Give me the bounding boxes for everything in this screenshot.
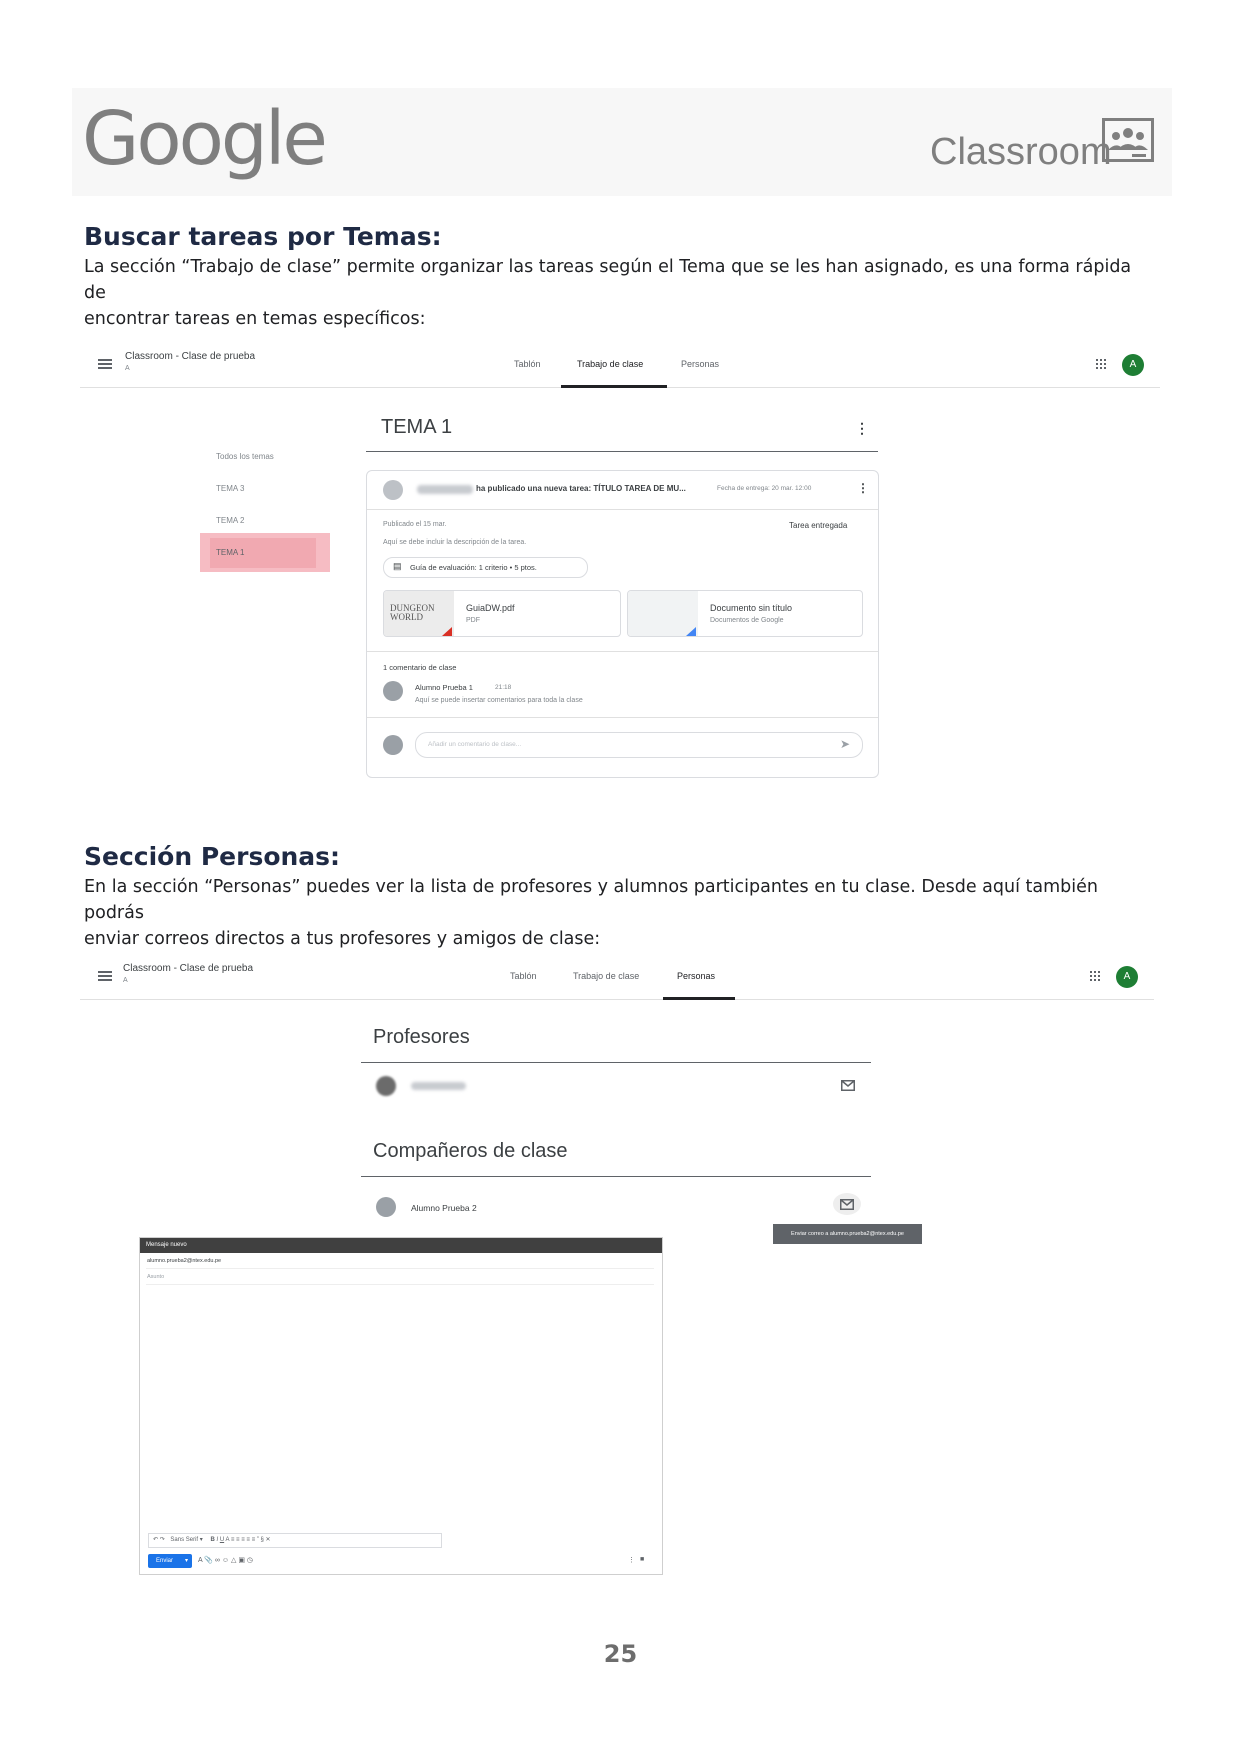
rubric-label: Guía de evaluación: 1 criterio • 5 ptos. xyxy=(410,563,537,572)
pdf-thumbnail xyxy=(384,591,454,636)
confidential-icon[interactable]: ◷ xyxy=(246,1557,254,1564)
tab-tablon[interactable]: Tablón xyxy=(514,359,541,369)
card-divider xyxy=(367,509,878,510)
drive-icon[interactable]: △ xyxy=(230,1557,237,1564)
send-options-icon[interactable]: ▾ xyxy=(184,1558,188,1564)
post-action[interactable]: ha publicado una nueva tarea: TÍTULO TAREA DE MU... xyxy=(476,484,686,493)
class-title: Classroom - Clase de prueba xyxy=(125,351,256,362)
section2-paragraph-line1: En la sección “Personas” puedes ver la lista de profesores y alumnos participantes en tu clase. Desde aquí también podrás xyxy=(84,877,1098,923)
comment-author: Alumno Prueba 1 xyxy=(415,683,473,692)
topic-title: TEMA 1 xyxy=(381,416,453,438)
teachers-divider xyxy=(361,1062,871,1063)
bold-icon[interactable]: B xyxy=(210,1537,215,1543)
active-tab-indicator xyxy=(561,385,667,388)
section1-paragraph-line1: La sección “Trabajo de clase” permite organizar las tareas según el Tema que se les han asignado, es una forma rápida de xyxy=(84,257,1132,303)
rubric-icon: ▤ xyxy=(393,561,402,571)
assignment-card xyxy=(366,470,879,778)
email-teacher-icon[interactable] xyxy=(841,1080,855,1091)
classmates-heading: Compañeros de clase xyxy=(373,1140,568,1162)
teacher-name-blurred xyxy=(411,1082,466,1090)
account-avatar[interactable]: A xyxy=(1122,354,1144,376)
redo-icon[interactable]: ↷ xyxy=(159,1537,165,1543)
apps-grid-icon[interactable] xyxy=(1096,359,1108,371)
post-due: Fecha de entrega: 20 mar. 12:00 xyxy=(717,485,812,492)
menu-icon[interactable] xyxy=(98,971,112,981)
active-tab-indicator xyxy=(663,997,735,1000)
teacher-name-blurred xyxy=(417,485,473,494)
classroom-icon xyxy=(1102,118,1154,162)
tab-trabajo-de-clase[interactable]: Trabajo de clase xyxy=(573,971,640,981)
email-tooltip: Enviar correo a alumno.prueba2@ntex.edu.pe xyxy=(773,1224,922,1244)
compose-to-divider xyxy=(146,1268,654,1269)
compose-window xyxy=(139,1237,663,1575)
section2-paragraph xyxy=(84,874,1144,952)
italic-icon[interactable]: I xyxy=(216,1537,219,1543)
rubric-chip[interactable] xyxy=(383,557,588,578)
topic-tema1[interactable]: TEMA 1 xyxy=(216,548,245,557)
section2-heading: Sección Personas: xyxy=(84,842,341,871)
google-logo: Google xyxy=(82,96,325,182)
email-classmate-icon xyxy=(840,1199,854,1210)
menu-icon[interactable] xyxy=(98,359,112,369)
text-color-icon[interactable]: A xyxy=(225,1537,230,1543)
tab-tablon[interactable]: Tablón xyxy=(510,971,537,981)
strikethrough-icon[interactable]: § xyxy=(260,1537,264,1543)
classroom-wordmark: Classroom xyxy=(930,131,1112,173)
indent-more-icon[interactable]: ≡ xyxy=(251,1537,256,1543)
doc-name: Documento sin título xyxy=(710,603,793,613)
teachers-heading: Profesores xyxy=(373,1026,470,1048)
pdf-type: PDF xyxy=(466,617,480,624)
page-number: 25 xyxy=(603,1640,638,1668)
card-divider-2 xyxy=(367,651,878,652)
formatting-icon[interactable]: A xyxy=(198,1557,203,1564)
classmate-avatar xyxy=(376,1197,396,1217)
post-published: Publicado el 15 mar. xyxy=(383,521,447,528)
post-more-icon[interactable]: ⋮ xyxy=(857,481,869,495)
class-section: A xyxy=(123,977,128,984)
comment-text: Aquí se puede insertar comentarios para toda la clase xyxy=(415,697,583,704)
compose-subject-divider xyxy=(146,1284,654,1285)
compose-title: Mensaje nuevo xyxy=(140,1238,662,1253)
tab-personas[interactable]: Personas xyxy=(681,359,720,369)
topic-tema3[interactable]: TEMA 3 xyxy=(216,484,245,493)
teacher-avatar xyxy=(376,1076,396,1096)
clear-format-icon[interactable]: ✕ xyxy=(265,1537,271,1543)
class-section: A xyxy=(125,365,130,372)
compose-body[interactable] xyxy=(146,1288,654,1528)
apps-grid-icon[interactable] xyxy=(1090,971,1102,983)
class-title: Classroom - Clase de prueba xyxy=(123,963,254,974)
topic-tema2[interactable]: TEMA 2 xyxy=(216,516,245,525)
section1-paragraph-line2: encontrar tareas en temas específicos: xyxy=(84,309,426,329)
compose-actions xyxy=(198,1556,253,1564)
attach-icon[interactable]: 📎 xyxy=(204,1557,213,1564)
pdf-name: GuiaDW.pdf xyxy=(466,603,515,613)
emoji-icon[interactable]: ☺ xyxy=(221,1557,230,1564)
underline-icon[interactable]: U xyxy=(219,1537,225,1543)
format-toolbar[interactable] xyxy=(148,1533,442,1548)
section1-paragraph xyxy=(84,254,1144,332)
link-icon[interactable]: ∞ xyxy=(214,1557,220,1564)
align-icon[interactable]: ≡ xyxy=(230,1537,235,1543)
compose-to[interactable]: alumno.prueba2@ntex.edu.pe xyxy=(147,1258,222,1264)
classroom-topbar-2 xyxy=(80,957,1154,1000)
account-avatar[interactable]: A xyxy=(1116,966,1138,988)
topic-more-icon[interactable]: ⋮ xyxy=(855,420,869,436)
topic-todos[interactable]: Todos los temas xyxy=(216,452,274,461)
tab-trabajo-de-clase[interactable]: Trabajo de clase xyxy=(577,359,644,369)
doc-corner-icon xyxy=(686,627,696,636)
pdf-thumbnail-text: DUNGEON WORLD xyxy=(390,603,435,622)
bullet-list-icon[interactable]: ≡ xyxy=(241,1537,245,1543)
comments-header[interactable]: 1 comentario de clase xyxy=(383,663,457,672)
discard-icon[interactable]: ■ xyxy=(640,1556,645,1563)
send-button[interactable] xyxy=(148,1554,192,1568)
comment-time: 21:18 xyxy=(495,684,512,691)
more-options-icon[interactable]: ⋮ xyxy=(628,1557,635,1564)
send-icon[interactable]: ➤ xyxy=(840,737,851,751)
tab-personas[interactable]: Personas xyxy=(677,971,716,981)
commenter-avatar xyxy=(383,681,403,701)
topic-divider xyxy=(366,451,878,452)
classmate-name: Alumno Prueba 2 xyxy=(411,1203,477,1213)
undo-icon[interactable]: ↶ xyxy=(153,1537,159,1543)
photo-icon[interactable]: ▣ xyxy=(238,1557,245,1564)
post-status: Tarea entregada xyxy=(789,521,848,530)
font-dropdown-icon[interactable]: ▾ xyxy=(199,1537,203,1543)
send-button-label: Enviar xyxy=(156,1558,174,1564)
attachment-pdf[interactable] xyxy=(383,590,621,637)
comment-input-placeholder: Añadir un comentario de clase... xyxy=(428,741,522,748)
assignment-icon xyxy=(383,480,403,500)
classroom-topbar xyxy=(80,345,1160,388)
classmates-divider xyxy=(361,1176,871,1177)
post-description: Aquí se debe incluir la descripción de la tarea. xyxy=(383,539,527,546)
numbered-list-icon[interactable]: ≡ xyxy=(236,1537,240,1543)
user-avatar xyxy=(383,735,403,755)
compose-subject[interactable]: Asunto xyxy=(147,1274,165,1280)
pdf-corner-icon xyxy=(442,627,452,636)
comment-input[interactable] xyxy=(415,732,863,758)
font-select[interactable]: Sans Serif xyxy=(170,1537,199,1543)
indent-less-icon[interactable]: ≡ xyxy=(246,1537,250,1543)
email-classmate-button[interactable] xyxy=(833,1193,861,1215)
card-divider-3 xyxy=(367,717,878,718)
doc-thumbnail xyxy=(628,591,698,636)
attachment-doc[interactable] xyxy=(627,590,863,637)
section1-heading: Buscar tareas por Temas: xyxy=(84,222,442,251)
section2-paragraph-line2: enviar correos directos a tus profesores y amigos de clase: xyxy=(84,929,601,949)
quote-icon[interactable]: ” xyxy=(256,1537,259,1543)
doc-type: Documentos de Google xyxy=(710,617,784,624)
